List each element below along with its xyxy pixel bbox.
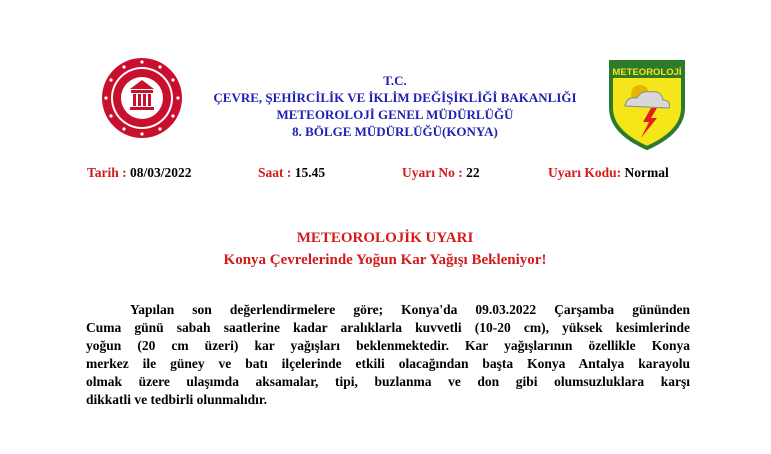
time-value: 15.45 xyxy=(294,165,326,180)
body-line: Yapılan son değerlendirmelere göre; Konya'da 09.03.2022 Çarşamba gününden xyxy=(130,302,690,317)
body-line: Cuma günü sabah saatlerine kadar aralıklarla kuvvetli (10-20 cm), yüksek kesimlerinde xyxy=(86,320,690,335)
header-ministry: ÇEVRE, ŞEHİRCİLİK VE İKLİM DEĞİŞİKLİĞİ BAKANLIĞI xyxy=(213,90,577,105)
body-line: olmak üzere ulaşımda aksamalar, tipi, buzlanma ve don gibi olumsuzluklara karşı xyxy=(86,374,690,389)
warning-subtitle: Konya Çevrelerinde Yoğun Kar Yağışı Bekleniyor! xyxy=(223,252,547,268)
header-regional: 8. BÖLGE MÜDÜRLÜĞÜ(KONYA) xyxy=(292,124,498,139)
warning-title-block xyxy=(80,227,690,271)
warning-code-field xyxy=(548,165,669,181)
logo-label: METEOROLOJİ xyxy=(612,67,682,78)
date-label: Tarih : xyxy=(87,165,127,180)
date-value: 08/03/2022 xyxy=(130,165,192,180)
body-line: dikkatli ve tedbirli olunmalıdır. xyxy=(86,392,268,407)
warning-title: METEOROLOJİK UYARI xyxy=(296,230,474,246)
body-line: merkez ile güney ve batı ilçelerinde etkili olacağından başta Konya Antalya karayolu xyxy=(86,356,690,371)
warning-no-label: Uyarı No : xyxy=(402,165,463,180)
meteoroloji-logo xyxy=(607,58,687,150)
warning-no-field xyxy=(402,165,480,181)
ministry-header xyxy=(190,72,600,140)
header-tc: T.C. xyxy=(383,73,407,88)
warning-code-label: Uyarı Kodu: xyxy=(548,165,622,180)
ministry-seal-logo xyxy=(100,56,184,140)
date-field xyxy=(87,165,192,181)
time-label: Saat : xyxy=(258,165,292,180)
time-field xyxy=(258,165,325,181)
body-line: yoğun (20 cm üzeri) kar yağışları beklenmektedir. Kar yağışlarının özellikle Konya xyxy=(86,338,690,353)
warning-code-value: Normal xyxy=(624,165,669,180)
header-directorate: METEOROLOJİ GENEL MÜDÜRLÜĞÜ xyxy=(276,107,514,122)
warning-body xyxy=(86,301,690,409)
warning-no-value: 22 xyxy=(466,165,480,180)
